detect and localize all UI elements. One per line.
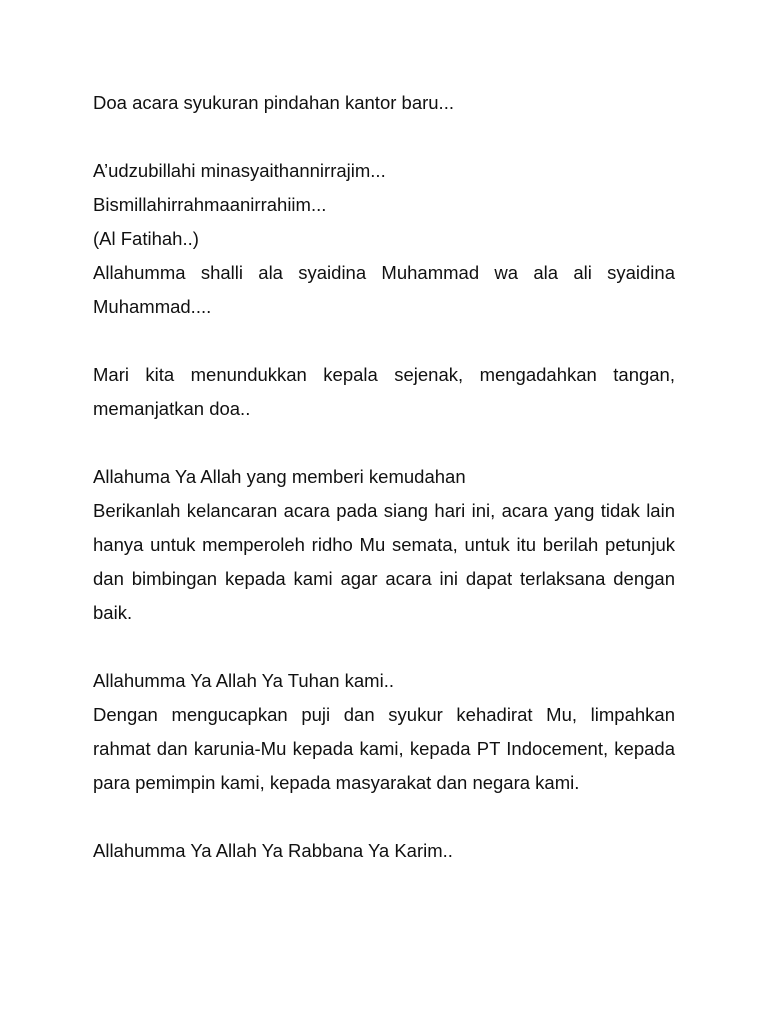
prayer-1-heading: Allahuma Ya Allah yang memberi kemudahan — [93, 466, 466, 487]
invitation-text: Mari kita menundukkan kepala sejenak, mengadahkan tangan, memanjatkan doa.. — [93, 364, 675, 419]
opening-line-shalawat: Allahumma shalli ala syaidina Muhammad wa ala ali syaidina Muhammad.... — [93, 262, 675, 317]
prayer-block-1 — [93, 460, 675, 630]
prayer-1-body: Berikanlah kelancaran acara pada siang hari ini, acara yang tidak lain hanya untuk memperoleh ridho Mu semata, untuk itu berilah petunjuk dan bimbingan kepada kami agar acara ini dapat terlaksana dengan baik. — [93, 500, 675, 623]
document-body — [93, 86, 675, 902]
document-title: Doa acara syukuran pindahan kantor baru... — [93, 92, 454, 113]
prayer-3-heading: Allahumma Ya Allah Ya Rabbana Ya Karim.. — [93, 840, 453, 861]
opening-line-fatihah: (Al Fatihah..) — [93, 228, 199, 249]
prayer-2-heading: Allahumma Ya Allah Ya Tuhan kami.. — [93, 670, 394, 691]
prayer-2-body: Dengan mengucapkan puji dan syukur kehadirat Mu, limpahkan rahmat dan karunia-Mu kepada kami, kepada PT Indocement, kepada para pemimpin kami, kepada masyarakat dan negara kami. — [93, 704, 675, 793]
title-block — [93, 86, 675, 120]
prayer-block-3 — [93, 834, 675, 868]
prayer-block-2 — [93, 664, 675, 800]
opening-line-taawudz: A’udzubillahi minasyaithannirrajim... — [93, 160, 386, 181]
opening-line-basmalah: Bismillahirrahmaanirrahiim... — [93, 194, 327, 215]
invitation-block — [93, 358, 675, 426]
opening-block — [93, 154, 675, 324]
